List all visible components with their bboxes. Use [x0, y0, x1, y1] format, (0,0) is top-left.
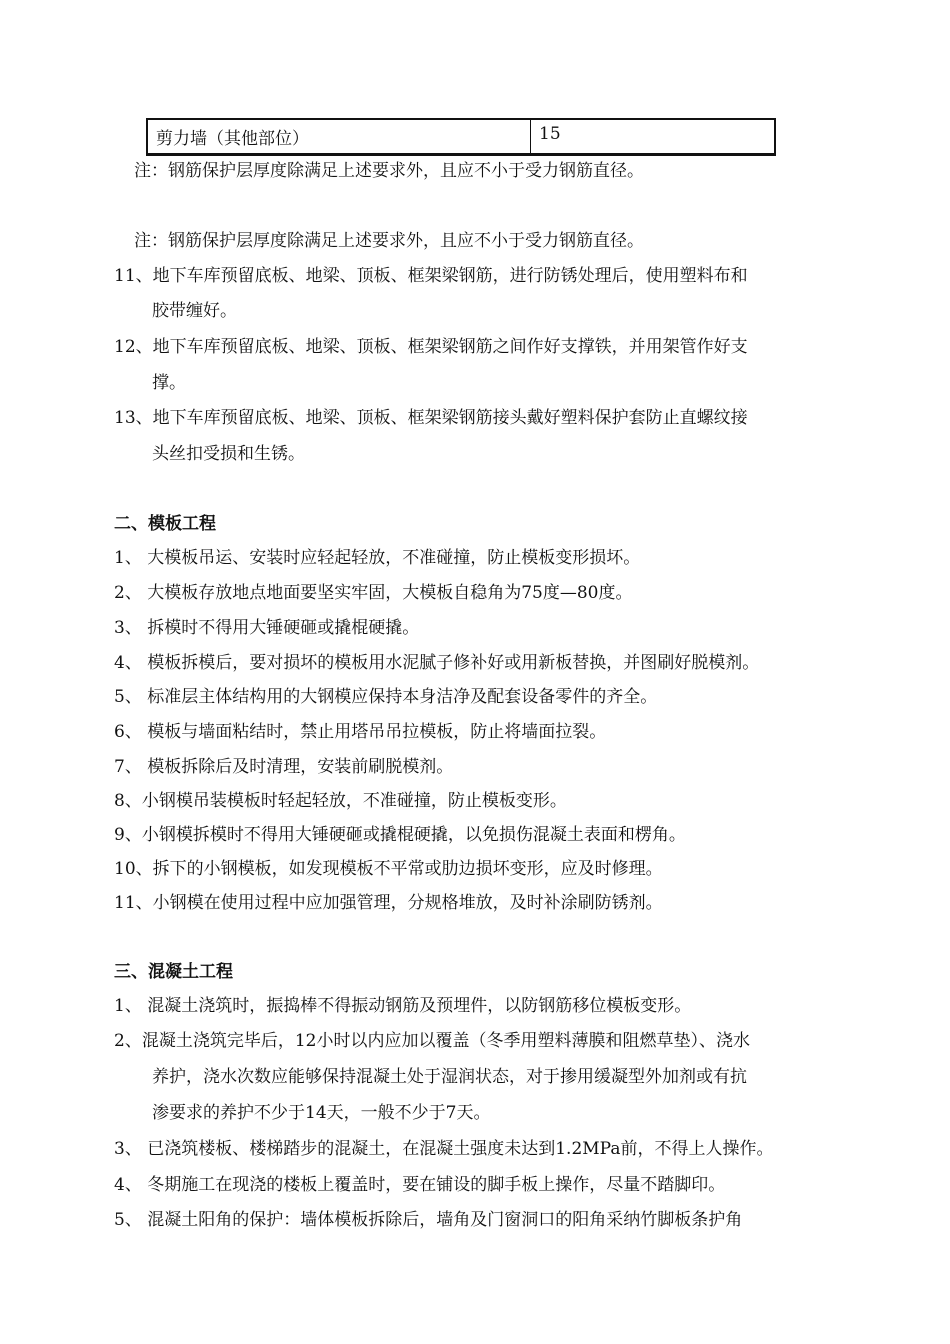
list-item: 4、 模板拆模后，要对损坏的模板用水泥腻子修补好或用新板替换，并图刷好脱模剂。 — [114, 653, 760, 673]
list-item-continuation: 胶带缠好。 — [152, 301, 237, 321]
list-item: 11、小钢模在使用过程中应加强管理，分规格堆放，及时补涂刷防锈剂。 — [114, 893, 663, 913]
list-item-continuation: 渗要求的养护不少于14天，一般不少于7天。 — [152, 1103, 491, 1123]
list-item: 3、 拆模时不得用大锤硬砸或撬棍硬撬。 — [114, 618, 420, 638]
list-item-continuation: 头丝扣受损和生锈。 — [152, 444, 305, 464]
list-item: 4、 冬期施工在现浇的楼板上覆盖时，要在铺设的脚手板上操作，尽量不踏脚印。 — [114, 1175, 726, 1195]
table-cell-value: 15 — [539, 124, 561, 144]
list-item-continuation: 养护，浇水次数应能够保持混凝土处于湿润状态，对于掺用缓凝型外加剂或有抗 — [152, 1067, 747, 1087]
list-item: 7、 模板拆除后及时清理，安装前刷脱模剂。 — [114, 757, 454, 777]
section-heading: 二、模板工程 — [114, 514, 216, 534]
list-item: 2、 大模板存放地点地面要坚实牢固，大模板自稳角为75度—80度。 — [114, 583, 633, 603]
list-item: 9、小钢模拆模时不得用大锤硬砸或撬棍硬撬，以免损伤混凝土表面和楞角。 — [114, 825, 686, 845]
table-note: 注：钢筋保护层厚度除满足上述要求外，且应不小于受力钢筋直径。 — [134, 161, 644, 181]
list-item: 2、混凝土浇筑完毕后，12小时以内应加以覆盖（冬季用塑料薄膜和阻燃草垫）、浇水 — [114, 1031, 750, 1051]
list-item: 6、 模板与墙面粘结时，禁止用塔吊吊拉模板，防止将墙面拉裂。 — [114, 722, 607, 742]
cover-thickness-table — [146, 118, 776, 156]
list-item: 1、 大模板吊运、安装时应轻起轻放，不准碰撞，防止模板变形损坏。 — [114, 548, 641, 568]
list-item: 10、拆下的小钢模板，如发现模板不平常或肋边损坏变形，应及时修理。 — [114, 859, 663, 879]
list-item: 5、 标准层主体结构用的大钢模应保持本身洁净及配套设备零件的齐全。 — [114, 687, 658, 707]
list-item: 13、地下车库预留底板、地梁、顶板、框架梁钢筋接头戴好塑料保护套防止直螺纹接 — [114, 408, 748, 428]
list-item: 5、 混凝土阳角的保护：墙体模板拆除后，墙角及门窗洞口的阳角采纳竹脚板条护角 — [114, 1210, 743, 1230]
list-item: 8、小钢模吊装模板时轻起轻放，不准碰撞，防止模板变形。 — [114, 791, 567, 811]
table-cell-part: 剪力墙（其他部位） — [148, 120, 531, 153]
section-heading: 三、混凝土工程 — [114, 962, 233, 982]
note-paragraph: 注：钢筋保护层厚度除满足上述要求外，且应不小于受力钢筋直径。 — [134, 231, 644, 251]
list-item: 3、 已浇筑楼板、楼梯踏步的混凝土，在混凝土强度未达到1.2MPa前，不得上人操作。 — [114, 1139, 774, 1159]
list-item: 1、 混凝土浇筑时，振捣棒不得振动钢筋及预埋件，以防钢筋移位模板变形。 — [114, 996, 692, 1016]
list-item: 12、地下车库预留底板、地梁、顶板、框架梁钢筋之间作好支撑铁，并用架管作好支 — [114, 337, 748, 357]
list-item: 11、地下车库预留底板、地梁、顶板、框架梁钢筋，进行防锈处理后，使用塑料布和 — [114, 266, 748, 286]
list-item-continuation: 撑。 — [152, 373, 186, 393]
